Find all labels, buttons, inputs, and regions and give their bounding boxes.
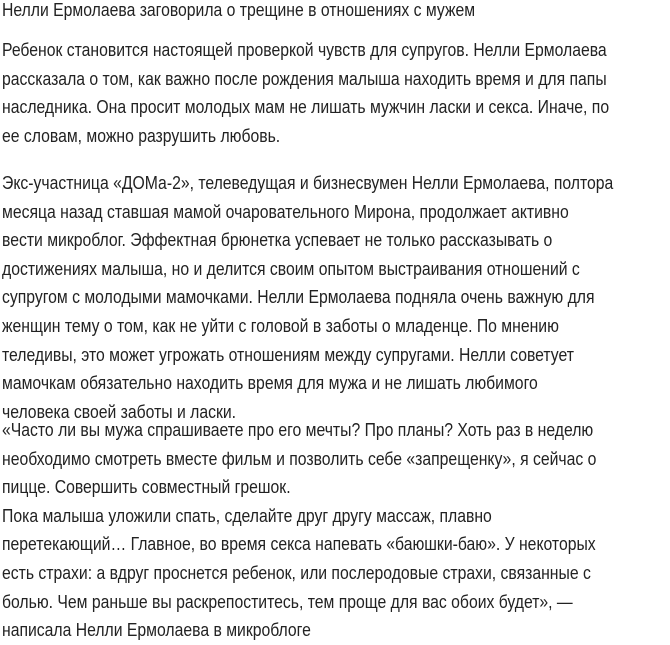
text-line: супругом с молодыми мамочками. Нелли Ермолаева подняла очень важную для bbox=[2, 287, 595, 308]
text-line: Экс-участница «ДОМа-2», телеведущая и бизнесвумен Нелли Ермолаева, полтора bbox=[2, 173, 614, 193]
paragraph-body bbox=[2, 169, 667, 426]
article-title-block bbox=[2, 0, 667, 20]
text-line: женщин тему о том, как не уйти с головой в заботы о младенце. По мнению bbox=[2, 315, 559, 336]
paragraph-intro bbox=[2, 36, 667, 150]
article-title: Нелли Ермолаева заговорила о трещине в отношениях с мужем bbox=[2, 0, 476, 20]
text-line: «Часто ли вы мужа спрашиваете про его мечты? Про планы? Хоть раз в неделю bbox=[2, 420, 594, 440]
text-line: вести микроблог. Эффектная брюнетка успевает не только рассказывать о bbox=[2, 230, 553, 251]
text-line: ее словам, можно разрушить любовь. bbox=[2, 125, 281, 146]
text-line: перетекающий… Главное, во время секса напевать «баюшки-баю». У некоторых bbox=[2, 534, 596, 555]
text-line: есть страхи: а вдруг проснется ребенок, или послеродовые страхи, связанные с bbox=[2, 562, 591, 583]
text-line: месяца назад ставшая мамой очаровательного Мирона, продолжает активно bbox=[2, 201, 569, 222]
text-line: человека своей заботы и ласки. bbox=[2, 401, 237, 422]
text-line: Ребенок становится настоящей проверкой чувств для супругов. Нелли Ермолаева bbox=[2, 40, 607, 60]
text-line: теледивы, это может угрожать отношениям между супругами. Нелли советует bbox=[2, 344, 574, 365]
text-line: пицце. Совершить совместный грешок. bbox=[2, 477, 291, 498]
paragraph-quote bbox=[2, 416, 667, 645]
text-line: рассказала о том, как важно после рождения малыша находить время и для папы bbox=[2, 68, 607, 89]
text-line: мамочкам обязательно находить время для мужа и не лишать любимого bbox=[2, 373, 538, 394]
text-line: наследника. Она просит молодых мам не лишать мужчин ласки и секса. Иначе, по bbox=[2, 97, 610, 118]
text-line: Пока малыша уложили спать, сделайте друг другу массаж, плавно bbox=[2, 505, 492, 526]
text-line: болью. Чем раньше вы раскрепоститесь, тем проще для вас обоих будет», — bbox=[2, 591, 573, 612]
text-line: написала Нелли Ермолаева в микроблоге bbox=[2, 620, 311, 641]
text-line: достижениях малыша, но и делится своим опытом выстраивания отношений с bbox=[2, 258, 580, 279]
text-line: необходимо смотреть вместе фильм и позволить себе «запрещенку», я сейчас о bbox=[2, 448, 597, 469]
